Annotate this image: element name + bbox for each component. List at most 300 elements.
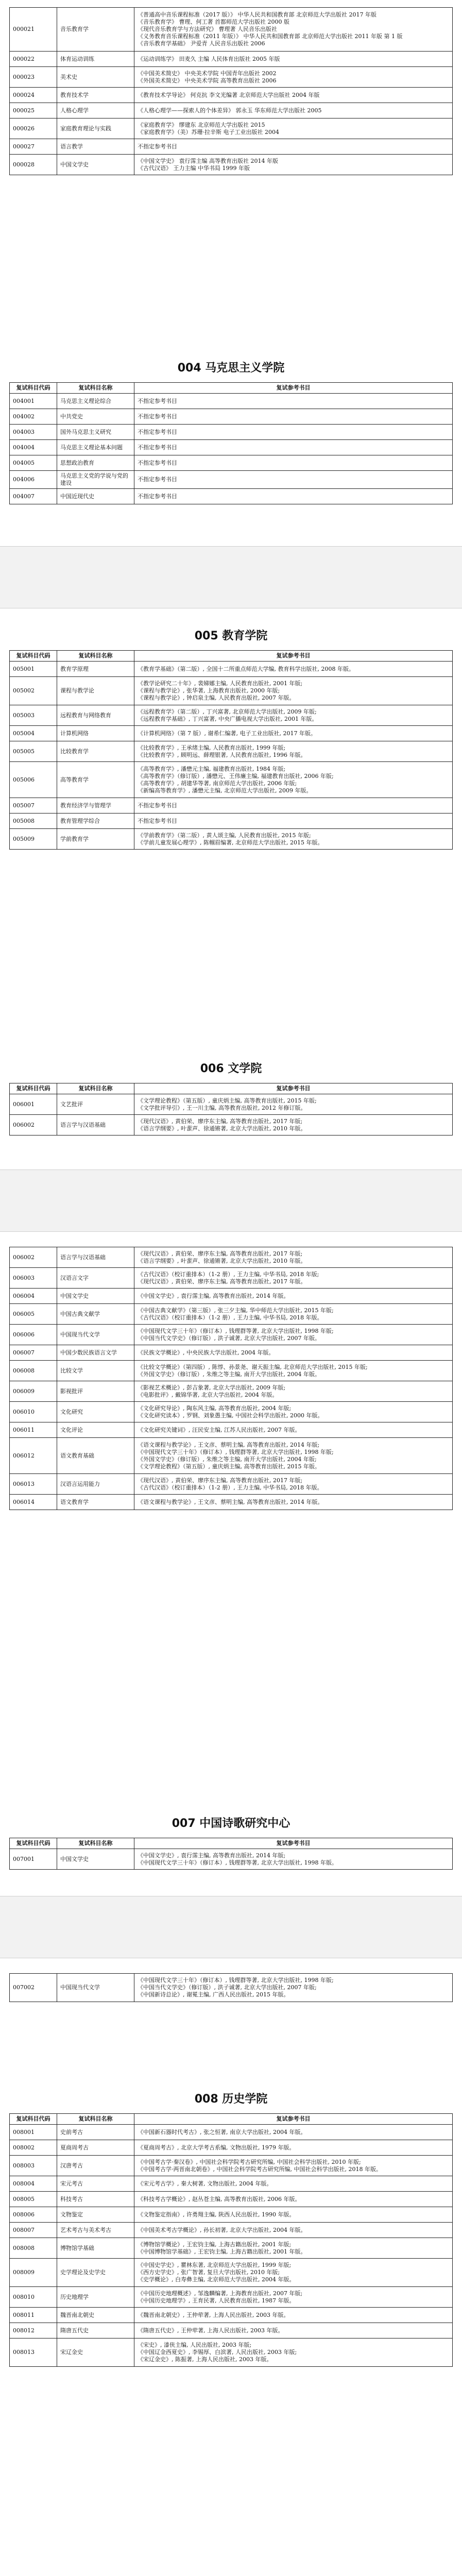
ref-line: 《隋唐五代史》, 王仲荦著, 上海人民出版社, 2003 年版。 — [138, 2327, 284, 2334]
cell-name: 宋元考古 — [57, 2176, 134, 2192]
table-row — [10, 8, 453, 52]
table-sec007a — [9, 1838, 453, 1870]
table-row — [10, 103, 453, 118]
cell-name: 教育经济学与管理学 — [57, 798, 134, 814]
cell-code: 008006 — [10, 2207, 57, 2223]
header-refs: 复试参考书目 — [134, 1838, 453, 1849]
ref-line: 《中国史学史》, 瞿林东著, 北京师范大学出版社, 1999 年版; — [138, 2262, 292, 2268]
cell-name: 科技考古 — [57, 2192, 134, 2207]
page-divider — [0, 1231, 462, 1232]
cell-refs — [134, 2323, 453, 2338]
ref-line: 不指定参考书目 — [138, 143, 177, 150]
ref-line: 《现代汉语》, 黄伯荣、廖序东主编, 高等教育出版社, 2017 年版; — [138, 1477, 303, 1484]
cell-code: 005008 — [10, 814, 57, 829]
table-row — [10, 2192, 453, 2207]
section-006 — [0, 1061, 462, 1077]
table-row — [10, 471, 453, 489]
cell-refs — [134, 741, 453, 762]
cell-name: 文物鉴定 — [57, 2207, 134, 2223]
header-refs: 复试参考书目 — [134, 651, 453, 662]
section-title-006: 006 文学院 — [200, 1062, 262, 1075]
cell-refs — [134, 2140, 453, 2156]
ref-line: 不指定参考书目 — [138, 428, 177, 435]
cell-refs — [134, 118, 453, 139]
cell-code: 008009 — [10, 2259, 57, 2287]
table-row — [10, 2176, 453, 2192]
ref-line: 《中国现代文学三十年》（修订本）, 钱理群等著, 北京大学出版社, 1998 年版; — [138, 1977, 334, 1984]
cell-code: 004004 — [10, 440, 57, 455]
ref-line: 《远程教育学基础》, 丁兴富著, 中央广播电视大学出版社, 2001 年版。 — [138, 715, 318, 722]
table-row — [10, 814, 453, 829]
cell-code: 008007 — [10, 2223, 57, 2238]
table-row — [10, 741, 453, 762]
ref-line: 《语言学纲要》, 叶蜚声、徐通锵著, 北京大学出版社, 2010 年版。 — [138, 1125, 306, 1132]
cell-name: 中共党史 — [57, 409, 134, 425]
ref-line: 《中国文学史》, 袁行霈主编, 高等教育出版社, 2014 年版; — [138, 1852, 286, 1859]
cell-code: 008012 — [10, 2323, 57, 2338]
cell-code: 006007 — [10, 1345, 57, 1361]
cell-code: 005006 — [10, 762, 57, 798]
cell-refs — [134, 798, 453, 814]
ref-line: 《高等教育学》（修订版）, 潘懋元、王伟廉主编, 福建教育出版社, 2006 年版; — [138, 772, 334, 779]
cell-refs — [134, 2207, 453, 2223]
section-004 — [0, 361, 462, 376]
ref-line: 《文学批评导引》, 王一川主编, 高等教育出版社, 2012 年修订版。 — [138, 1104, 306, 1111]
table-row — [10, 1115, 453, 1136]
cell-refs — [134, 1345, 453, 1361]
cell-refs — [134, 677, 453, 705]
cell-refs — [134, 2192, 453, 2207]
cell-name: 博物馆学基础 — [57, 2238, 134, 2259]
cell-name: 文化研究 — [57, 1402, 134, 1422]
ref-line: 《教育技术学导论》 何克抗 李文光编著 北京师范大学出版社 2004 年版 — [138, 91, 320, 98]
table-row — [10, 1325, 453, 1345]
ref-line: 《中国现代文学三十年》（修订本）, 钱理群等著, 北京大学出版社, 1998 年版; — [138, 1327, 334, 1334]
cell-code: 008003 — [10, 2156, 57, 2176]
ref-line: 《文化研究关键词》, 汪民安主编, 江苏人民出版社, 2007 年版。 — [138, 1426, 301, 1433]
cell-name: 夏商周考古 — [57, 2140, 134, 2156]
section-title-005: 005 教育学院 — [194, 630, 268, 642]
cell-code: 006003 — [10, 1268, 57, 1289]
cell-refs — [134, 88, 453, 103]
ref-line: 《中国考古学·秦汉卷》, 中国社会科学院考古研究所编, 中国社会科学出版社, 2010 年版; — [138, 2158, 361, 2165]
cell-code: 008011 — [10, 2308, 57, 2323]
ref-line: 《中国美术简史》 中央美术学院 中国青年出版社 2002 — [138, 70, 277, 77]
cell-code: 006012 — [10, 1438, 57, 1474]
ref-line: 《中国历史地理学》, 王育民著, 人民教育出版社, 1987 年版。 — [138, 2297, 295, 2304]
table-row — [10, 1304, 453, 1325]
table-row — [10, 1094, 453, 1115]
table-sec005 — [9, 650, 453, 850]
ref-line: 《中国文学史》, 袁行霈主编, 高等教育出版社, 2014 年版。 — [138, 1292, 289, 1299]
cell-code: 008004 — [10, 2176, 57, 2192]
page-gap — [0, 1896, 462, 1958]
cell-name: 中国古典文献学 — [57, 1304, 134, 1325]
cell-refs — [134, 1849, 453, 1870]
section-title-008: 008 历史学院 — [194, 2093, 268, 2106]
cell-name: 马克思主义理论综合 — [57, 394, 134, 409]
cell-name: 马克思主义理论基本问题 — [57, 440, 134, 455]
cell-name: 家庭教育理论与实践 — [57, 118, 134, 139]
cell-name: 比较教育学 — [57, 741, 134, 762]
header-name: 复试科目名称 — [57, 1083, 134, 1094]
table-header-row — [10, 383, 453, 394]
ref-line: 《语文课程与教学论》, 王文彦、蔡明主编, 高等教育出版社, 2014 年版。 — [138, 1498, 323, 1505]
ref-line: 《学前儿童发展心理学》, 陈帼眉编著, 北京师范大学出版社, 2015 年版。 — [138, 839, 323, 846]
table-row — [10, 1495, 453, 1510]
cell-refs — [134, 425, 453, 440]
ref-line: 《现代汉语》, 黄伯荣、廖序东主编, 高等教育出版社, 2017 年版。 — [138, 1278, 306, 1285]
cell-refs — [134, 52, 453, 67]
cell-name: 文艺批评 — [57, 1094, 134, 1115]
ref-line: 《教育学基础》（第二版）, 全国十二所重点师范大学编, 教育科学出版社, 2008 年版。 — [138, 665, 354, 672]
cell-refs — [134, 394, 453, 409]
ref-line: 《宋辽金史》, 陈振著, 上海人民出版社, 2003 年版。 — [138, 2356, 272, 2363]
header-name: 复试科目名称 — [57, 1838, 134, 1849]
cell-name: 历史地理学 — [57, 2287, 134, 2308]
cell-code: 000027 — [10, 139, 57, 155]
ref-line: 不指定参考书目 — [138, 413, 177, 420]
cell-code: 006002 — [10, 1247, 57, 1268]
cell-code: 000026 — [10, 118, 57, 139]
cell-code: 000024 — [10, 88, 57, 103]
cell-refs — [134, 2125, 453, 2140]
page-gap — [0, 1170, 462, 1231]
ref-line: 不指定参考书目 — [138, 493, 177, 500]
ref-line: 《古代汉语》（校订重排本）（1-2 册）, 王力主编, 中华书局, 2018 年版。 — [138, 1484, 323, 1491]
ref-line: 《普通高中音乐课程标准（2017 版）》 中华人民共和国教育部 北京师范大学出版社 2017 年版 — [138, 11, 377, 18]
cell-refs — [134, 155, 453, 175]
table-row — [10, 52, 453, 67]
table-row — [10, 67, 453, 88]
ref-line: 《语言学纲要》, 叶蜚声、徐通锵著, 北京大学出版社, 2010 年版。 — [138, 1257, 306, 1264]
cell-refs — [134, 1094, 453, 1115]
header-code: 复试科目代码 — [10, 1083, 57, 1094]
table-row — [10, 2338, 453, 2367]
cell-code: 005003 — [10, 705, 57, 726]
ref-line: 《运动训练学》 田麦久 主编 人民体育出版社 2005 年版 — [138, 55, 280, 62]
cell-code: 006004 — [10, 1289, 57, 1304]
cell-refs — [134, 489, 453, 504]
table-row — [10, 1361, 453, 1381]
section-008 — [0, 2092, 462, 2107]
ref-line: 《中国现代文学三十年》（修订本）, 钱理群等著, 北京大学出版社, 1998 年版。 — [138, 1859, 337, 1866]
cell-name: 中国文学史 — [57, 155, 134, 175]
cell-code: 006009 — [10, 1381, 57, 1402]
table-row — [10, 88, 453, 103]
ref-line: 《中国新诗总论》, 谢冕主编, 广西人民出版社, 2015 年版。 — [138, 1991, 289, 1998]
table-row — [10, 677, 453, 705]
section-title-007: 007 中国诗歌研究中心 — [172, 1817, 290, 1830]
cell-code: 005005 — [10, 741, 57, 762]
table-header-row — [10, 1083, 453, 1094]
cell-name: 音乐教育学 — [57, 8, 134, 52]
cell-refs — [134, 2308, 453, 2323]
table-row — [10, 2207, 453, 2223]
cell-refs — [134, 1325, 453, 1345]
ref-line: 《西方史学史》, 张广智著, 复旦大学出版社, 2010 年版; — [138, 2269, 280, 2276]
table-row — [10, 425, 453, 440]
cell-refs — [134, 471, 453, 489]
ref-line: 《宋元考古学》, 秦大树著, 文物出版社, 2004 年版。 — [138, 2180, 272, 2187]
ref-line: 《音乐教育学》 曹理、何工著 首都师范大学出版社 2000 版 — [138, 19, 289, 25]
ref-line: 《外国美术简史》 中央美术学院 高等教育出版社 2006 — [138, 77, 277, 84]
cell-refs — [134, 1268, 453, 1289]
table-row — [10, 1402, 453, 1422]
cell-refs — [134, 1974, 453, 2002]
ref-line: 不指定参考书目 — [138, 802, 177, 809]
ref-line: 《中国美术考古学概论》, 孙长初著, 北京大学出版社, 2004 年版。 — [138, 2226, 306, 2233]
cell-refs — [134, 1402, 453, 1422]
ref-line: 不指定参考书目 — [138, 459, 177, 466]
cell-code: 000028 — [10, 155, 57, 175]
ref-line: 《中国历史地理概述》, 邹逸麟编著, 上海教育出版社, 2007 年版; — [138, 2290, 303, 2297]
header-refs: 复试参考书目 — [134, 2114, 453, 2125]
cell-code: 006010 — [10, 1402, 57, 1422]
cell-code: 005001 — [10, 662, 57, 677]
ref-line: 不指定参考书目 — [138, 476, 177, 483]
cell-refs — [134, 2287, 453, 2308]
ref-line: 《比较教育学》, 王承绪主编, 人民教育出版社, 1999 年版; — [138, 744, 286, 751]
ref-line: 《夏商周考古》, 北京大学考古系编, 文物出版社, 1979 年版。 — [138, 2144, 295, 2151]
ref-line: 《义务教育音乐课程标准（2011 年版）》 中华人民共和国教育部 北京师范大学出版社 2011 年版 第 1 版 — [138, 33, 403, 40]
cell-refs — [134, 2259, 453, 2287]
cell-name: 中国现当代文学 — [57, 1974, 134, 2002]
cell-name: 宋辽金史 — [57, 2338, 134, 2367]
table-row — [10, 2156, 453, 2176]
ref-line: 《文化研究读本》, 罗钢、刘象愚主编, 中国社会科学出版社, 2000 年版。 — [138, 1412, 323, 1419]
cell-code: 006005 — [10, 1304, 57, 1325]
cell-refs — [134, 103, 453, 118]
ref-line: 《科技考古学概论》, 赵丛苍主编, 高等教育出版社, 2006 年版。 — [138, 2195, 301, 2202]
cell-name: 语文教育基础 — [57, 1438, 134, 1474]
cell-refs — [134, 1289, 453, 1304]
table-row — [10, 798, 453, 814]
header-code: 复试科目代码 — [10, 2114, 57, 2125]
cell-code: 004002 — [10, 409, 57, 425]
ref-line: 《教学论研究二十年》, 裴娣娜主编, 人民教育出版社, 2001 年版; — [138, 680, 303, 687]
cell-code: 006013 — [10, 1474, 57, 1495]
cell-refs — [134, 1495, 453, 1510]
section-title-004: 004 马克思主义学院 — [177, 362, 285, 375]
cell-refs — [134, 2156, 453, 2176]
cell-name: 魏晋南北朝史 — [57, 2308, 134, 2323]
cell-name: 中国现当代文学 — [57, 1325, 134, 1345]
table-sec003 — [9, 7, 453, 175]
table-header-row — [10, 2114, 453, 2125]
ref-line: 《魏晋南北朝史》, 王仲荦著, 上海人民出版社, 2003 年版。 — [138, 2311, 289, 2318]
cell-code: 008013 — [10, 2338, 57, 2367]
cell-code: 006008 — [10, 1361, 57, 1381]
ref-line: 《影视艺术概论》, 彭吉象著, 北京大学出版社, 2009 年版; — [138, 1384, 286, 1391]
cell-code: 005009 — [10, 829, 57, 850]
cell-refs — [134, 2176, 453, 2192]
table-row — [10, 455, 453, 471]
page-divider — [0, 546, 462, 547]
table-row — [10, 705, 453, 726]
table-row — [10, 1247, 453, 1268]
table-row — [10, 2140, 453, 2156]
cell-refs — [134, 1381, 453, 1402]
cell-name: 思想政治教育 — [57, 455, 134, 471]
cell-name: 中国文学史 — [57, 1849, 134, 1870]
table-row — [10, 1974, 453, 2002]
cell-name: 语言教学 — [57, 139, 134, 155]
cell-refs — [134, 8, 453, 52]
cell-name: 影视批评 — [57, 1381, 134, 1402]
table-sec007b — [9, 1973, 453, 2002]
cell-name: 文化评论 — [57, 1422, 134, 1438]
table-row — [10, 139, 453, 155]
header-name: 复试科目名称 — [57, 2114, 134, 2125]
table-row — [10, 662, 453, 677]
ref-line: 《中国文学史》 袁行霈主编 高等教育出版社 2014 年版 — [138, 157, 278, 164]
cell-refs — [134, 829, 453, 850]
cell-refs — [134, 1438, 453, 1474]
table-row — [10, 2287, 453, 2308]
ref-line: 不指定参考书目 — [138, 397, 177, 404]
ref-line: 《比较文学概论》（第四版）, 陈惇、孙景尧、谢天振主编, 北京师范大学出版社, 2015 年版; — [138, 1363, 368, 1370]
table-row — [10, 2238, 453, 2259]
cell-refs — [134, 762, 453, 798]
cell-code: 008002 — [10, 2140, 57, 2156]
cell-name: 学前教育学 — [57, 829, 134, 850]
ref-line: 《人格心理学——探索人的个体差异》 郭永玉 华东师范大学出版社 2005 — [138, 107, 322, 114]
cell-name: 马克思主义党的学说与党的建设 — [57, 471, 134, 489]
cell-refs — [134, 1361, 453, 1381]
ref-line: 《中国当代文学史》（修订版）, 洪子诚著, 北京大学出版社, 2007 年版; — [138, 1984, 317, 1991]
ref-line: 《家庭教育学》 缪建东 北京师范大学出版社 2015 — [138, 121, 265, 128]
cell-refs — [134, 2223, 453, 2238]
table-row — [10, 726, 453, 741]
cell-name: 课程与教学论 — [57, 677, 134, 705]
cell-refs — [134, 1474, 453, 1495]
ref-line: 《史学概论》, 白寿彝主编, 北京师范大学出版社, 2004 年版。 — [138, 2276, 295, 2283]
cell-code: 005007 — [10, 798, 57, 814]
ref-line: 《文学理论教程》（第五版）, 童庆炳主编, 高等教育出版社, 2015 年版; — [138, 1097, 317, 1104]
cell-code: 008008 — [10, 2238, 57, 2259]
ref-line: 《文学理论教程》（第五版）, 童庆炳主编, 高等教育出版社, 2015 年版。 — [138, 1463, 320, 1470]
cell-code: 004005 — [10, 455, 57, 471]
ref-line: 《中国考古学·两晋南北朝卷》, 中国社会科学院考古研究所编, 中国社会科学出版社, 2018 年版。 — [138, 2165, 382, 2173]
ref-line: 《新编高等教育学》, 潘懋元主编, 北京师范大学出版社, 2009 年版。 — [138, 787, 312, 794]
table-row — [10, 2308, 453, 2323]
cell-name: 计算机网络 — [57, 726, 134, 741]
ref-line: 《现代汉语》, 黄伯荣、廖序东主编, 高等教育出版社, 2017 年版; — [138, 1250, 303, 1257]
cell-name: 高等教育学 — [57, 762, 134, 798]
cell-code: 004007 — [10, 489, 57, 504]
table-row — [10, 829, 453, 850]
table-row — [10, 489, 453, 504]
cell-code: 004006 — [10, 471, 57, 489]
header-code: 复试科目代码 — [10, 651, 57, 662]
cell-code: 004003 — [10, 425, 57, 440]
cell-refs — [134, 139, 453, 155]
cell-code: 000023 — [10, 67, 57, 88]
table-row — [10, 2223, 453, 2238]
header-name: 复试科目名称 — [57, 383, 134, 394]
cell-refs — [134, 1247, 453, 1268]
page-gap — [0, 546, 462, 608]
cell-name: 国外马克思主义研究 — [57, 425, 134, 440]
ref-line: 《文物鉴定指南》, 许勇翔主编, 陕西人民出版社, 1990 年版。 — [138, 2211, 295, 2218]
cell-refs — [134, 1115, 453, 1136]
table-row — [10, 762, 453, 798]
table-row — [10, 1849, 453, 1870]
header-refs: 复试参考书目 — [134, 383, 453, 394]
cell-code: 006011 — [10, 1422, 57, 1438]
ref-line: 《语文课程与教学论》, 王文彦、蔡明主编, 高等教育出版社, 2014 年版; — [138, 1441, 320, 1448]
cell-code: 008010 — [10, 2287, 57, 2308]
cell-name: 语言学与汉语基础 — [57, 1247, 134, 1268]
table-row — [10, 1381, 453, 1402]
cell-name: 教育管理学综合 — [57, 814, 134, 829]
cell-code: 005004 — [10, 726, 57, 741]
ref-line: 《文化研究导论》, 陶东风主编, 高等教育出版社, 2004 年版; — [138, 1404, 292, 1412]
ref-line: 《现代汉语》, 黄伯荣、廖序东主编, 高等教育出版社, 2017 年版; — [138, 1117, 303, 1125]
cell-code: 000025 — [10, 103, 57, 118]
ref-line: 《远程教育学》（第二版）, 丁兴富著, 北京师范大学出版社, 2009 年版; — [138, 708, 317, 715]
cell-refs — [134, 67, 453, 88]
table-row — [10, 1268, 453, 1289]
cell-refs — [134, 409, 453, 425]
cell-code: 006002 — [10, 1115, 57, 1136]
cell-name: 语言学与汉语基础 — [57, 1115, 134, 1136]
header-refs: 复试参考书目 — [134, 1083, 453, 1094]
ref-line: 《中国现代文学三十年》（修订本）, 钱理群等著, 北京大学出版社, 1998 年版; — [138, 1448, 334, 1455]
cell-refs — [134, 705, 453, 726]
cell-name: 中国近现代史 — [57, 489, 134, 504]
ref-line: 《古代汉语》（校订重排本）（1-2 册）, 王力主编, 中华书局, 2018 年版。 — [138, 1314, 323, 1321]
cell-code: 000022 — [10, 52, 57, 67]
cell-name: 教育技术学 — [57, 88, 134, 103]
cell-name: 中国文学史 — [57, 1289, 134, 1304]
table-sec008 — [9, 2113, 453, 2367]
cell-name: 比较文学 — [57, 1361, 134, 1381]
ref-line: 《现代音乐教育学与方法研究》 曹理著 人民音乐出版社 — [138, 26, 277, 32]
ref-line: 《古代汉语》（校订重排本）（1-2 册）, 王力主编, 中华书局, 2018 年版; — [138, 1270, 319, 1278]
cell-name: 史前考古 — [57, 2125, 134, 2140]
table-row — [10, 1345, 453, 1361]
ref-line: 《课程与教学论》, 钟启泉主编, 人民教育出版社, 2007 年版。 — [138, 694, 295, 701]
ref-line: 《中国辽金西夏史》, 李锡厚、白滨著, 人民出版社, 2003 年版; — [138, 2349, 297, 2355]
ref-line: 《计算机网络》（第 7 版）, 谢希仁编著, 电子工业出版社, 2017 年版。 — [138, 730, 316, 737]
cell-refs — [134, 726, 453, 741]
ref-line: 《古代汉语》 王力主编 中华书局 1999 年版 — [138, 164, 250, 172]
cell-code: 008005 — [10, 2192, 57, 2207]
table-sec006b — [9, 1247, 453, 1510]
header-code: 复试科目代码 — [10, 383, 57, 394]
table-row — [10, 118, 453, 139]
cell-refs — [134, 814, 453, 829]
table-row — [10, 2125, 453, 2140]
table-row — [10, 394, 453, 409]
table-row — [10, 1289, 453, 1304]
cell-code: 006014 — [10, 1495, 57, 1510]
header-code: 复试科目代码 — [10, 1838, 57, 1849]
cell-name: 艺术考古与美术考古 — [57, 2223, 134, 2238]
cell-refs — [134, 455, 453, 471]
cell-refs — [134, 2338, 453, 2367]
table-sec006a — [9, 1083, 453, 1136]
ref-line: 《中国当代文学史》（修订版）, 洪子诚著, 北京大学出版社, 2007 年版。 — [138, 1334, 320, 1342]
table-row — [10, 1474, 453, 1495]
ref-line: 《高等教育学》, 胡建华等著, 南京师范大学出版社, 2006 年版; — [138, 779, 297, 787]
table-row — [10, 1422, 453, 1438]
cell-code: 007001 — [10, 1849, 57, 1870]
ref-line: 《中国古典文献学》（第三版）, 张三夕主编, 华中师范大学出版社, 2015 年版; — [138, 1307, 334, 1314]
ref-line: 《家庭教育学》（美）苏珊·拉辛斯 电子工业出版社 2004 — [138, 128, 279, 135]
